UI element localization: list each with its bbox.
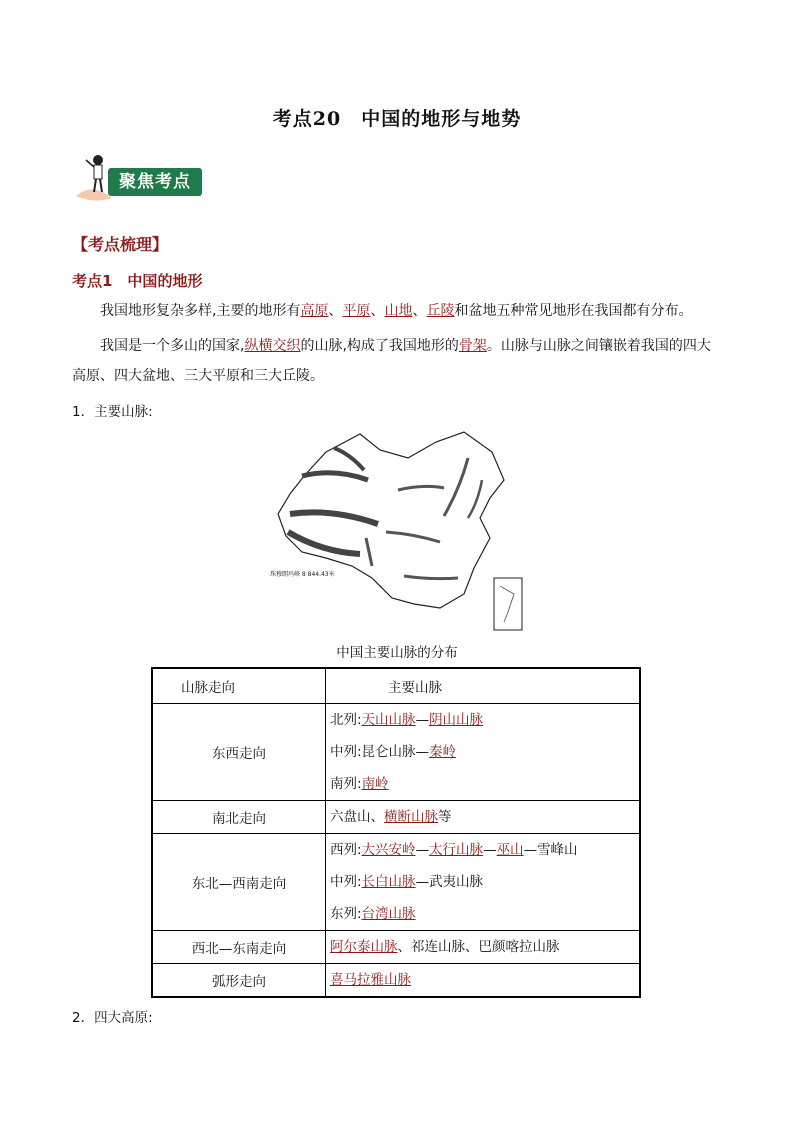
mountain-line — [330, 736, 635, 768]
paragraph-landforms: 我国地形复杂多样,主要的地形有高原、平原、山地、丘陵和盆地五种常见地形在我国都有分布。 — [100, 303, 693, 319]
mountain-line — [330, 704, 635, 736]
mountain-list-cell — [326, 931, 641, 964]
mountain-name-highlight: 南岭 — [361, 776, 389, 792]
table-row — [152, 964, 640, 998]
table-header-row — [152, 668, 640, 704]
mountain-name-highlight: 秦岭 — [429, 744, 457, 760]
mountain-name-highlight: 大兴安岭 — [361, 842, 416, 858]
china-mountains-map — [268, 428, 526, 636]
mountain-text: — — [415, 712, 430, 728]
page-title: 考点20 中国的地形与地势 — [272, 108, 522, 130]
item-2-heading: 2．四大高原: — [72, 1010, 153, 1026]
mountain-text: 等 — [438, 809, 452, 825]
mountain-text: —武夷山脉 — [415, 874, 484, 890]
map-label-everest: 珠穆朗玛峰 8 844.43米 — [270, 571, 335, 578]
mountain-line — [330, 898, 635, 930]
mountain-list-cell — [326, 704, 641, 801]
subsection-heading: 考点1 中国的地形 — [72, 272, 203, 290]
mountain-text: 中列:昆仑山脉— — [330, 744, 430, 760]
mountain-line — [330, 768, 635, 800]
mountain-text: 西列: — [330, 842, 362, 858]
focus-banner-label: 聚焦考点 — [108, 168, 202, 196]
mountain-text: 南列: — [330, 776, 362, 792]
mountain-name-highlight: 喜马拉雅山脉 — [330, 972, 411, 988]
mountain-line — [330, 931, 635, 963]
mountain-name-highlight: 横断山脉 — [384, 809, 438, 825]
item-1-heading: 1．主要山脉: — [72, 404, 153, 420]
section-heading: 【考点梳理】 — [72, 235, 169, 254]
mountain-name-highlight: 阿尔泰山脉 — [330, 939, 398, 955]
table-row — [152, 801, 640, 834]
paragraph-mountains: 我国是一个多山的国家,纵横交织的山脉,构成了我国地形的骨架。山脉与山脉之间镶嵌着我国的四大高原、四大盆地、三大平原和三大丘陵。 — [72, 338, 711, 384]
mountain-text: — — [483, 842, 497, 858]
mountain-name-highlight: 台湾山脉 — [361, 906, 416, 922]
mountain-text: —雪峰山 — [523, 842, 578, 858]
focus-banner — [72, 152, 204, 204]
mountain-text: 、祁连山脉、巴颜喀拉山脉 — [397, 939, 560, 955]
mountain-line — [330, 834, 635, 866]
mountain-text: 中列: — [330, 874, 362, 890]
mountain-name-highlight: 太行山脉 — [429, 842, 484, 858]
mountain-line — [330, 964, 635, 996]
mountain-text: 六盘山、 — [330, 809, 384, 825]
mountain-list-cell — [326, 964, 641, 998]
mountain-list-cell — [326, 801, 641, 834]
mountain-table — [151, 667, 641, 998]
header-mountains: 主要山脉 — [326, 668, 641, 704]
mountain-name-highlight: 天山山脉 — [361, 712, 416, 728]
china-outline — [278, 432, 504, 608]
mountain-list-cell — [326, 834, 641, 931]
mountain-line — [330, 866, 635, 898]
table-row — [152, 931, 640, 964]
mountain-name-highlight: 阴山山脉 — [429, 712, 484, 728]
mountain-direction-cell: 南北走向 — [152, 801, 326, 834]
map-caption: 中国主要山脉的分布 — [336, 645, 458, 661]
mountain-name-highlight: 巫山 — [496, 842, 524, 858]
header-direction: 山脉走向 — [152, 668, 326, 704]
mountain-text: — — [415, 842, 430, 858]
table-row — [152, 834, 640, 931]
mountain-direction-cell: 西北—东南走向 — [152, 931, 326, 964]
mountain-direction-cell: 弧形走向 — [152, 964, 326, 998]
mountain-line — [330, 801, 635, 833]
mountain-text: 北列: — [330, 712, 362, 728]
mountain-text: 东列: — [330, 906, 362, 922]
mountain-direction-cell: 东北—西南走向 — [152, 834, 326, 931]
mountain-direction-cell: 东西走向 — [152, 704, 326, 801]
table-row — [152, 704, 640, 801]
mountain-name-highlight: 长白山脉 — [361, 874, 416, 890]
